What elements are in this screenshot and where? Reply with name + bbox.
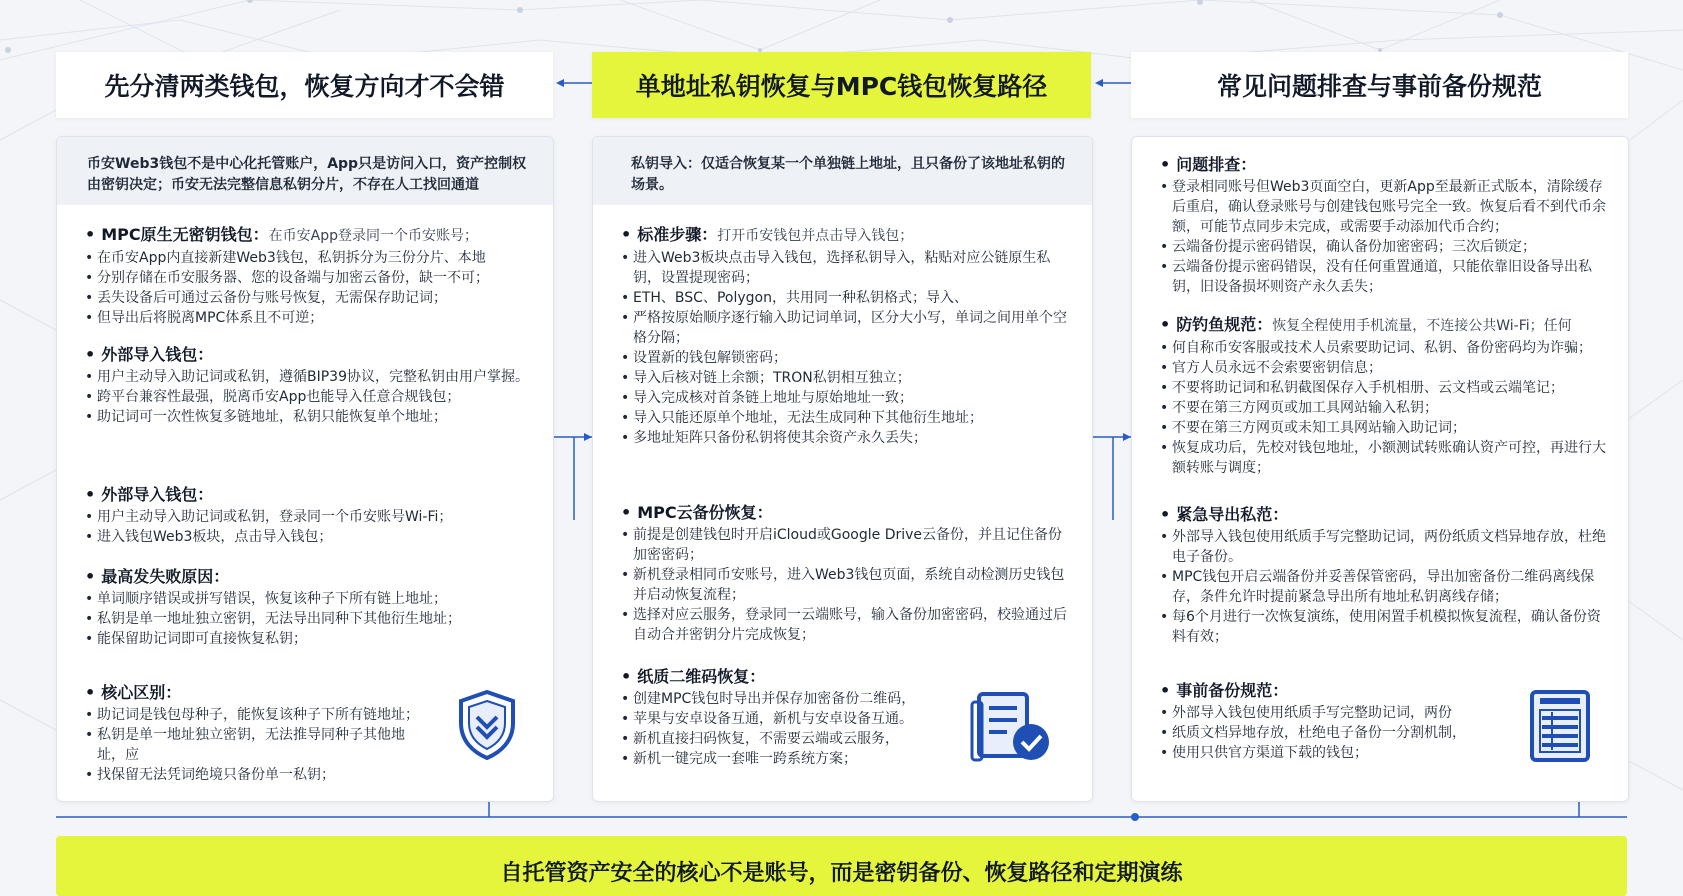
right-card — [1131, 136, 1629, 802]
list-item: • 官方人员永远不会索要密钥信息； — [1160, 358, 1610, 378]
center-section-steps: • 标准步骤：打开币安钱包并点击导入钱包； • 进入Web3板块点击导入钱包，选择私钥导入，粘贴对应公链原生私钥，设置提现密码； • ETH、BSC、Polygon，共用同一种私钥格式；导入、 • 严格按原始顺序逐行输入助记词单词，区分大小写，单词之间用单个空格分隔； • 设置新的钱包解锁密码； • 导入后核对链上余额；TRON私钥相互独立； • 导入完成核对首条链上地址与原始地址一致； • 导入只能还原单个地址，无法生成同种下其他衍生地址； • 多地址矩阵只备份私钥将使其余资产永久丢失； — [621, 223, 1074, 448]
center-card — [592, 136, 1093, 802]
right-section-troubleshoot-title: 问题排查： — [1176, 155, 1257, 174]
list-item: • 外部导入钱包使用纸质手写完整助记词，两份 — [1160, 703, 1498, 723]
right-section-backup-title: 事前备份规范： — [1176, 681, 1289, 700]
left-section-difference-title: 核心区别： — [101, 683, 182, 702]
list-item: • MPC钱包开启云端备份并妥善保管密码，导出加密备份二维码离线保存，条件允许时提前紧急导出所有地址私钥离线存储； — [1160, 567, 1610, 607]
left-section-mpc-title: MPC原生无密钥钱包： — [101, 225, 269, 244]
list-item: • 私钥是单一地址独立密钥，无法导出同种下其他衍生地址； — [85, 609, 535, 629]
list-item: • 纸质文档异地存放，杜绝电子备份一分割机制， — [1160, 723, 1498, 743]
left-card-intro: 币安Web3钱包不是中心化托管账户，App只是访问入口，资产控制权由密钥决定；币安无法完整信息私钥分片，不存在人工找回通道 — [57, 137, 553, 205]
list-item: • 每6个月进行一次恢复演练，使用闲置手机模拟恢复流程，确认备份资料有效； — [1160, 607, 1610, 647]
list-item: • 前提是创建钱包时开启iCloud或Google Drive云备份，并且记住备份加密密码； — [621, 525, 1074, 565]
list-item: • 严格按原始顺序逐行输入助记词单词，区分大小写，单词之间用单个空格分隔； — [621, 308, 1074, 348]
left-section-failures-title: 最高发失败原因： — [101, 567, 230, 586]
list-item: • 不要在第三方网页或加工具网站输入私钥； — [1160, 398, 1610, 418]
list-item: • 私钥是单一地址独立密钥，无法推导同种子其他地址，应 — [85, 725, 423, 765]
list-item: • 进入Web3板块点击导入钱包，选择私钥导入，粘贴对应公链原生私钥，设置提现密码； — [621, 248, 1074, 288]
list-item: • 跨平台兼容性最强，脱离币安App也能导入任意合规钱包； — [85, 387, 535, 407]
list-item: • 新机一键完成一套唯一跨系统方案； — [621, 749, 962, 769]
right-section-backup: • 事前备份规范： • 外部导入钱包使用纸质手写完整助记词，两份 • 纸质文档异地存放，杜绝电子备份一分割机制， • 使用只供官方渠道下载的钱包； — [1160, 679, 1498, 763]
list-item: • 进入钱包Web3板块，点击导入钱包； — [85, 527, 535, 547]
left-section-mpc: • MPC原生无密钥钱包：在币安App登录同一个币安账号； • 在币安App内直接新建Web3钱包，私钥拆分为三份分片、本地 • 分别存储在币安服务器、您的设备端与加密云备份，缺一不可； • 丢失设备后可通过云备份与账号恢复，无需保存助记词； • 但导出后将脱离MPC体系且不可逆； — [85, 223, 535, 328]
header-left — [56, 52, 553, 118]
left-section-import-title: 外部导入钱包： — [101, 345, 214, 364]
list-item: • 用户主动导入助记词或私钥，登录同一个币安账号Wi-Fi； — [85, 507, 535, 527]
list-item: • 云端备份提示密码错误，没有任何重置通道，只能依靠旧设备导出私钥，旧设备损坏则资产永久丢失； — [1160, 257, 1610, 297]
list-item: • 能保留助记词即可直接恢复私钥； — [85, 629, 535, 649]
list-item: • 导入后核对链上余额；TRON私钥相互独立； — [621, 368, 1074, 388]
header-right — [1131, 52, 1628, 118]
document-check-icon — [969, 690, 1055, 766]
center-section-mpc-cloud-title: MPC云备份恢复： — [637, 503, 773, 522]
list-item: • 使用只供官方渠道下载的钱包； — [1160, 743, 1498, 763]
list-item: • 分别存储在币安服务器、您的设备端与加密云备份，缺一不可； — [85, 268, 535, 288]
list-item: • 登录相同账号但Web3页面空白，更新App至最新正式版本，清除缓存后重启，确认登录账号与创建钱包账号完全一致。恢复后看不到代币余额，可能节点同步未完成，或需要手动添加代币合约； — [1160, 177, 1610, 237]
list-item: • 助记词可一次性恢复多链地址，私钥只能恢复单个地址； — [85, 407, 535, 427]
list-item: • 何自称币安客服或技术人员索要助记词、私钥、备份密码均为诈骗； — [1160, 338, 1610, 358]
list-item: • 用户主动导入助记词或私钥，遵循BIP39协议，完整私钥由用户掌握。 — [85, 367, 535, 387]
list-document-icon — [1528, 688, 1592, 764]
center-section-steps-tail: 打开币安钱包并点击导入钱包； — [717, 228, 914, 244]
list-item: • 但导出后将脱离MPC体系且不可逆； — [85, 308, 535, 328]
right-section-anti-phishing-title: 防钓鱼规范： — [1176, 315, 1273, 334]
shield-check-icon — [456, 689, 518, 761]
list-item: • 导入只能还原单个地址，无法生成同种下其他衍生地址； — [621, 408, 1074, 428]
header-right-title: 常见问题排查与事前备份规范 — [1216, 72, 1542, 101]
list-item: • 云端备份提示密码错误，确认备份加密密码；三次后锁定； — [1160, 237, 1610, 257]
list-item: • 新机登录相同币安账号，进入Web3钱包页面，系统自动检测历史钱包并启动恢复流程； — [621, 565, 1074, 605]
list-item: • 设置新的钱包解锁密码； — [621, 348, 1074, 368]
center-card-intro: 私钥导入：仅适合恢复某一个单独链上地址，且只备份了该地址私钥的场景。 — [593, 137, 1092, 205]
left-section-import-2: • 外部导入钱包： • 用户主动导入助记词或私钥，登录同一个币安账号Wi-Fi； • 进入钱包Web3板块，点击导入钱包； — [85, 483, 535, 547]
left-section-difference: • 核心区别： • 助记词是钱包母种子，能恢复该种子下所有链地址； • 私钥是单一地址独立密钥，无法推导同种子其他地址，应 • 找保留无法凭词绝境只备份单一私钥； — [85, 681, 423, 785]
header-left-title: 先分清两类钱包，恢复方向才不会错 — [104, 72, 505, 101]
list-item: • 创建MPC钱包时导出并保存加密备份二维码， — [621, 689, 962, 709]
right-section-anti-phishing-tail: 恢复全程使用手机流量，不连接公共Wi-Fi；任何 — [1272, 318, 1572, 334]
list-item: • 选择对应云服务，登录同一云端账号，输入备份加密密码，校验通过后自动合并密钥分片完成恢复； — [621, 605, 1074, 645]
list-item: • 找保留无法凭词绝境只备份单一私钥； — [85, 765, 423, 785]
list-item: • 助记词是钱包母种子，能恢复该种子下所有链地址； — [85, 705, 423, 725]
center-section-mpc-cloud: • MPC云备份恢复： • 前提是创建钱包时开启iCloud或Google Drive云备份，并且记住备份加密密码； • 新机登录相同币安账号，进入Web3钱包页面，系统自动检测历史钱包并启动恢复流程； • 选择对应云服务，登录同一云端账号，输入备份加密密码，校验通过后自动合并密钥分片完成恢复； — [621, 501, 1074, 645]
list-item: • 外部导入钱包使用纸质手写完整助记词，两份纸质文档异地存放，杜绝电子备份。 — [1160, 527, 1610, 567]
list-item: • ETH、BSC、Polygon，共用同一种私钥格式；导入、 — [621, 288, 1074, 308]
list-item: • 单词顺序错误或拼写错误，恢复该种子下所有链上地址； — [85, 589, 535, 609]
list-item: • 在币安App内直接新建Web3钱包，私钥拆分为三份分片、本地 — [85, 248, 535, 268]
right-section-anti-phishing: • 防钓鱼规范：恢复全程使用手机流量，不连接公共Wi-Fi；任何 • 何自称币安客服或技术人员索要助记词、私钥、备份密码均为诈骗； • 官方人员永远不会索要密钥信息； • 不要将助记词和私钥截图保存入手机相册、云文档或云端笔记； • 不要在第三方网页或加工具网站输入私钥； • 不要在第三方网页或未知工具网站输入助记词； • 恢复成功后，先校对钱包地址，小额测试转账确认资产可控，再进行大额转账与调度； — [1160, 313, 1610, 478]
list-item: • 丢失设备后可通过云备份与账号恢复，无需保存助记词； — [85, 288, 535, 308]
list-item: • 导入完成核对首条链上地址与原始地址一致； — [621, 388, 1074, 408]
left-card — [56, 136, 554, 802]
left-section-mpc-tail: 在币安App登录同一个币安账号； — [268, 228, 478, 244]
center-section-qr: • 纸质二维码恢复： • 创建MPC钱包时导出并保存加密备份二维码， • 苹果与安卓设备互通，新机与安卓设备互通。 • 新机直接扫码恢复，不需要云端或云服务， • 新机一键完成一套唯一跨系统方案； — [621, 665, 962, 769]
list-item: • 不要在第三方网页或未知工具网站输入助记词； — [1160, 418, 1610, 438]
header-center-title: 单地址私钥恢复与MPC钱包恢复路径 — [635, 72, 1048, 101]
list-item: • 苹果与安卓设备互通，新机与安卓设备互通。 — [621, 709, 962, 729]
list-item: • 恢复成功后，先校对钱包地址，小额测试转账确认资产可控，再进行大额转账与调度； — [1160, 438, 1610, 478]
list-item: • 不要将助记词和私钥截图保存入手机相册、云文档或云端笔记； — [1160, 378, 1610, 398]
left-section-failures: • 最高发失败原因： • 单词顺序错误或拼写错误，恢复该种子下所有链上地址； • 私钥是单一地址独立密钥，无法导出同种下其他衍生地址； • 能保留助记词即可直接恢复私钥； — [85, 565, 535, 649]
center-section-steps-title: 标准步骤： — [637, 225, 718, 244]
center-section-qr-title: 纸质二维码恢复： — [637, 667, 766, 686]
list-item: • 多地址矩阵只备份私钥将使其余资产永久丢失； — [621, 428, 1074, 448]
left-section-import-2-title: 外部导入钱包： — [101, 485, 214, 504]
right-section-emergency: • 紧急导出私范： • 外部导入钱包使用纸质手写完整助记词，两份纸质文档异地存放，杜绝电子备份。 • MPC钱包开启云端备份并妥善保管密码，导出加密备份二维码离线保存，条件允许时提前紧急导出所有地址私钥离线存储； • 每6个月进行一次恢复演练，使用闲置手机模拟恢复流程，确认备份资料有效； — [1160, 503, 1610, 647]
right-section-troubleshoot: • 问题排查： • 登录相同账号但Web3页面空白，更新App至最新正式版本，清除缓存后重启，确认登录账号与创建钱包账号完全一致。恢复后看不到代币余额，可能节点同步未完成，或需要手动添加代币合约； • 云端备份提示密码错误，确认备份加密密码；三次后锁定； • 云端备份提示密码错误，没有任何重置通道，只能依靠旧设备导出私钥，旧设备损坏则资产永久丢失； — [1160, 153, 1610, 297]
footer-banner — [56, 836, 1627, 896]
left-section-import: • 外部导入钱包： • 用户主动导入助记词或私钥，遵循BIP39协议，完整私钥由用户掌握。 • 跨平台兼容性最强，脱离币安App也能导入任意合规钱包； • 助记词可一次性恢复多链地址，私钥只能恢复单个地址； — [85, 343, 535, 427]
list-item: • 新机直接扫码恢复，不需要云端或云服务， — [621, 729, 962, 749]
footer-text: 自托管资产安全的核心不是账号，而是密钥备份、恢复路径和定期演练 — [500, 861, 1183, 886]
right-section-emergency-title: 紧急导出私范： — [1176, 505, 1289, 524]
header-center — [592, 52, 1091, 118]
